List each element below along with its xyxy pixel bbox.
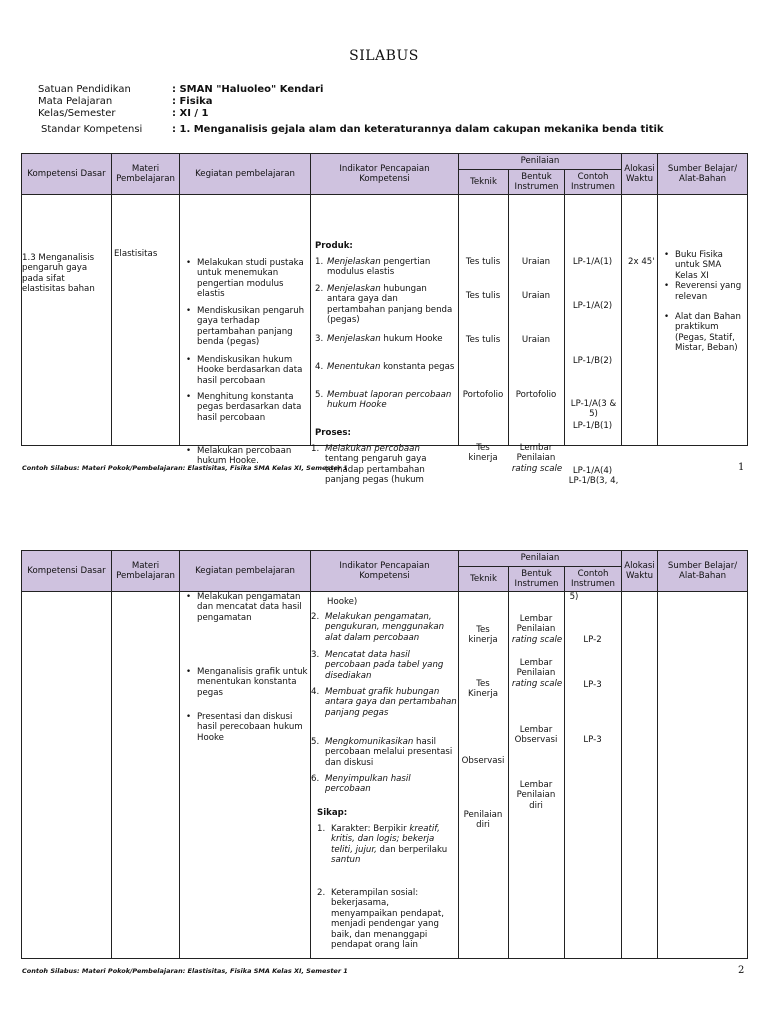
bentuk-value: Portofolio bbox=[515, 390, 557, 400]
kegiatan-list bbox=[180, 592, 309, 623]
sumber-list bbox=[658, 250, 746, 354]
bentuk-value: rating scale bbox=[511, 679, 563, 689]
alokasi-value: 2x 45' bbox=[628, 257, 655, 267]
contoh-value: LP-1/B(2) bbox=[572, 356, 613, 366]
bentuk-value: Lembar Observasi bbox=[514, 725, 558, 746]
teknik-value: Portofolio bbox=[462, 390, 504, 400]
kegiatan-list bbox=[180, 712, 309, 743]
header-contoh: Contoh Instrumen bbox=[565, 567, 622, 592]
indikator-item: 3. Menjelaskan hukum Hooke bbox=[315, 334, 443, 344]
meta-row-mapel bbox=[0, 96, 768, 108]
header-kompetensi-dasar: Kompetensi Dasar bbox=[22, 154, 112, 195]
proses-label: Proses: bbox=[315, 428, 351, 438]
produk-label: Produk: bbox=[315, 241, 353, 251]
contoh-value: 5) bbox=[569, 592, 579, 602]
page-title: SILABUS bbox=[349, 48, 419, 64]
kegiatan-list bbox=[180, 667, 309, 698]
list-item: • Menganalisis grafik untuk menentukan konstanta pegas bbox=[180, 667, 309, 698]
header-penilaian: Penilaian bbox=[459, 551, 622, 567]
bentuk-value: Uraian bbox=[521, 291, 551, 301]
header-sumber: Sumber Belajar/ Alat-Bahan bbox=[658, 551, 748, 592]
header-indikator: Indikator Pencapaian Kompetensi bbox=[311, 154, 459, 195]
teknik-value: Penilaian diri bbox=[463, 810, 503, 831]
bentuk-value: rating scale bbox=[511, 464, 563, 474]
page-number: 1 bbox=[738, 462, 745, 473]
header-bentuk: Bentuk Instrumen bbox=[509, 170, 565, 195]
list-item: • Melakukan studi pustaka untuk menemukan pengertian modulus elastis bbox=[180, 258, 309, 300]
meta-label: Satuan Pendidikan bbox=[38, 84, 131, 95]
page-number: 2 bbox=[738, 965, 745, 976]
list-item: • Buku Fisika untuk SMA Kelas XI bbox=[658, 250, 746, 281]
indikator-item: 4. Membuat grafik hubungan antara gaya dan pertambahan panjang pegas bbox=[311, 687, 457, 718]
contoh-value: LP-1/A(1) bbox=[572, 257, 613, 267]
header-penilaian: Penilaian bbox=[459, 154, 622, 170]
teknik-value: Tes tulis bbox=[465, 257, 501, 267]
materi-text: Elastisitas bbox=[114, 249, 158, 259]
meta-value: : Fisika bbox=[172, 96, 213, 107]
bentuk-value: Lembar Penilaian bbox=[516, 614, 556, 635]
sikap-item: 2. Keterampilan sosial: bekerjasama, menyampaikan pendapat, menjadi pendengar yang baik, dan menanggapi pendapat orang lain bbox=[317, 888, 444, 951]
header-indikator: Indikator Pencapaian Kompetensi bbox=[311, 551, 459, 592]
kegiatan-list bbox=[180, 258, 309, 300]
header-materi: Materi Pembelajaran bbox=[112, 551, 180, 592]
indikator-item: 2. Menjelaskan hubungan antara gaya dan pertambahan panjang benda (pegas) bbox=[315, 284, 453, 326]
bentuk-value: Lembar Penilaian bbox=[516, 658, 556, 679]
indikator-item: 6. Menyimpulkan hasil percobaan bbox=[311, 774, 411, 795]
teknik-value: Tes Kinerja bbox=[468, 679, 498, 700]
bentuk-value: Uraian bbox=[521, 257, 551, 267]
contoh-value: LP-1/B(3, 4, bbox=[568, 476, 619, 486]
list-item: • Mendiskusikan hukum Hooke berdasarkan data hasil percobaan bbox=[180, 355, 309, 386]
indikator-item: 2. Melakukan pengamatan, pengukuran, menggunakan alat dalam percobaan bbox=[311, 612, 445, 643]
page-footer: Contoh Silabus: Materi Pokok/Pembelajaran: Elastisitas, Fisika SMA Kelas XI, Semester 1 bbox=[22, 967, 348, 975]
header-materi: Materi Pembelajaran bbox=[112, 154, 180, 195]
sikap-item: 1. Karakter: Berpikir kreatif, kritis, dan logis; bekerja teliti, jujur, dan berperilaku santun bbox=[317, 824, 448, 866]
list-item: • Mendiskusikan pengaruh gaya terhadap pertambahan panjang benda (pegas) bbox=[180, 306, 309, 348]
list-item: • Alat dan Bahan praktikum (Pegas, Statif, Mistar, Beban) bbox=[658, 312, 746, 354]
indikator-item: 4. Menentukan konstanta pegas bbox=[315, 362, 455, 372]
kompetensi-dasar-text: 1.3 Menganalisis pengaruh gaya pada sifat elastisitas bahan bbox=[22, 253, 95, 295]
bentuk-value: Lembar Penilaian bbox=[516, 443, 556, 464]
bentuk-value: Lembar Penilaian diri bbox=[516, 780, 556, 811]
meta-value: : XI / 1 bbox=[172, 108, 209, 119]
teknik-value: Tes kinerja bbox=[468, 625, 498, 646]
contoh-value: LP-1/A(2) bbox=[572, 301, 613, 311]
bentuk-value: rating scale bbox=[511, 635, 563, 645]
kegiatan-list bbox=[180, 306, 309, 348]
meta-value: : 1. Menganalisis gejala alam dan keteraturannya dalam cakupan mekanika benda titik bbox=[172, 124, 664, 135]
sikap-label: Sikap: bbox=[317, 808, 348, 818]
contoh-value: LP-1/A(4) bbox=[572, 466, 613, 476]
indikator-item: 1. Melakukan percobaan tentang pengaruh gaya terhadap pertambahan panjang pegas (hukum bbox=[311, 444, 427, 486]
indikator-item: 5. Mengkomunikasikan hasil percobaan melalui presentasi dan diskusi bbox=[311, 737, 453, 768]
list-item: • Melakukan pengamatan dan mencatat data hasil pengamatan bbox=[180, 592, 309, 623]
list-item: • Reverensi yang relevan bbox=[658, 281, 746, 302]
bentuk-value: Uraian bbox=[521, 335, 551, 345]
contoh-value: LP-1/B(1) bbox=[572, 421, 613, 431]
indikator-item: 3. Mencatat data hasil percobaan pada tabel yang disediakan bbox=[311, 650, 444, 681]
header-teknik: Teknik bbox=[459, 567, 509, 592]
kegiatan-list bbox=[180, 392, 309, 423]
header-kegiatan: Kegiatan pembelajaran bbox=[180, 551, 311, 592]
indikator-item: 5. Membuat laporan percobaan hukum Hooke bbox=[315, 390, 452, 411]
teknik-value: Tes kinerja bbox=[468, 443, 498, 464]
header-alokasi: Alokasi Waktu bbox=[622, 551, 658, 592]
header-kegiatan: Kegiatan pembelajaran bbox=[180, 154, 311, 195]
syllabus-table-page-2 bbox=[21, 550, 748, 959]
list-item: • Presentasi dan diskusi hasil perecobaan hukum Hooke bbox=[180, 712, 309, 743]
header-teknik: Teknik bbox=[459, 170, 509, 195]
meta-label: Mata Pelajaran bbox=[38, 96, 113, 107]
contoh-value: LP-3 bbox=[583, 680, 602, 690]
contoh-value: LP-3 bbox=[583, 735, 602, 745]
header-contoh: Contoh Instrumen bbox=[565, 170, 622, 195]
contoh-value: LP-2 bbox=[583, 635, 602, 645]
header-kompetensi-dasar: Kompetensi Dasar bbox=[22, 551, 112, 592]
indikator-item: 1. Menjelaskan pengertian modulus elastis bbox=[315, 257, 431, 278]
header-sumber: Sumber Belajar/ Alat-Bahan bbox=[658, 154, 748, 195]
page-footer: Contoh Silabus: Materi Pokok/Pembelajaran: Elastisitas, Fisika SMA Kelas XI, Semester 1 bbox=[22, 464, 348, 472]
teknik-value: Observasi bbox=[461, 756, 505, 766]
list-item: • Menghitung konstanta pegas berdasarkan data hasil percobaan bbox=[180, 392, 309, 423]
header-alokasi: Alokasi Waktu bbox=[622, 154, 658, 195]
header-bentuk: Bentuk Instrumen bbox=[509, 567, 565, 592]
meta-row-kelas bbox=[0, 108, 768, 120]
meta-row-satuan bbox=[0, 84, 768, 96]
meta-label: Kelas/Semester bbox=[38, 108, 116, 119]
teknik-value: Tes tulis bbox=[465, 291, 501, 301]
kegiatan-list bbox=[180, 355, 309, 386]
meta-row-sk bbox=[0, 124, 768, 136]
meta-value: : SMAN "Haluoleo" Kendari bbox=[172, 84, 324, 95]
contoh-value: LP-1/A(3 & 5) bbox=[570, 399, 617, 420]
teknik-value: Tes tulis bbox=[465, 335, 501, 345]
list-item: • Melakukan percobaan hukum Hooke. bbox=[180, 446, 309, 467]
meta-label: Standar Kompetensi bbox=[41, 124, 143, 135]
indikator-continuation: Hooke) bbox=[327, 597, 358, 607]
